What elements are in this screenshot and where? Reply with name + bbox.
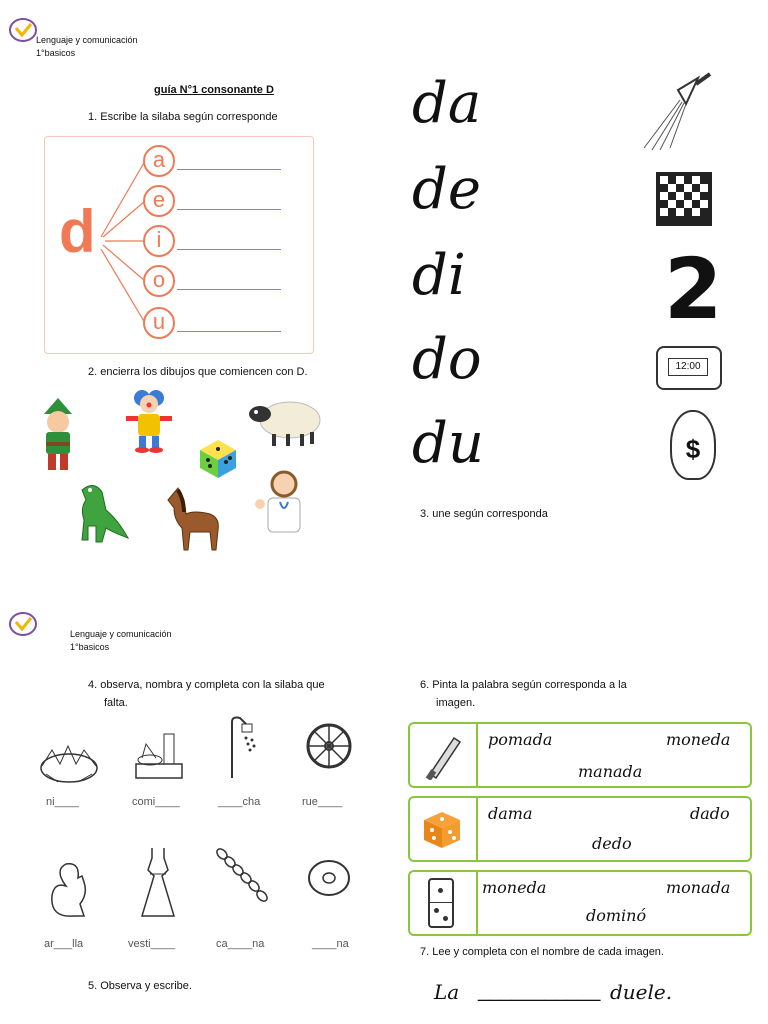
word-box-3-picture: [410, 872, 478, 934]
vowel-i: i: [143, 225, 175, 257]
chessboard-icon: [656, 172, 712, 226]
alarm-clock-icon: [656, 346, 722, 390]
syllable-diagram: [44, 136, 314, 354]
q4-label-1[interactable]: ni____: [46, 796, 80, 808]
syllable-da: da: [412, 71, 482, 136]
dice-icon: [196, 436, 240, 480]
squirrel-icon: [44, 860, 92, 920]
food-tray-icon: [132, 728, 186, 784]
money-symbol: $: [685, 434, 701, 464]
grade-label-2: 1°basicos: [70, 642, 110, 652]
q4-label-3[interactable]: ____cha: [218, 796, 261, 808]
question-6-line1: 6. Pinta la palabra según corresponda a la: [420, 679, 627, 691]
word-moneda-1[interactable]: moneda: [666, 730, 731, 749]
question-5: 5. Observa y escribe.: [88, 980, 192, 992]
number-two: 2: [664, 240, 723, 338]
word-box-1: [408, 722, 752, 788]
chain-icon: [214, 846, 270, 912]
vowel-u: u: [143, 307, 175, 339]
word-box-3: [408, 870, 752, 936]
question-3: 3. une según corresponda: [420, 508, 548, 520]
vowel-o: o: [143, 265, 175, 297]
elf-icon: [38, 398, 78, 474]
grade-label: 1°basicos: [36, 48, 76, 58]
subject-label-2: Lenguaje y comunicación: [70, 629, 172, 639]
sheep-icon: [246, 396, 324, 448]
sentence-1-start: La: [434, 980, 460, 1004]
consonant-letter: d: [59, 198, 96, 265]
sentence-1-blank[interactable]: ___________: [478, 980, 601, 1002]
worksheet-title: guía N°1 consonante D: [154, 84, 274, 96]
school-logo-icon-2: [8, 610, 38, 638]
doctor-icon: [252, 468, 308, 534]
clown-icon: [124, 388, 174, 454]
word-dama[interactable]: dama: [488, 804, 533, 823]
dress-icon: [140, 846, 176, 918]
word-dedo[interactable]: dedo: [592, 834, 632, 853]
shower-small-icon: [226, 714, 262, 780]
q4-label-7[interactable]: ca____na: [216, 938, 265, 950]
question-4-line1: 4. observa, nombra y completa con la silaba que: [88, 679, 325, 691]
q4-label-4[interactable]: rue____: [302, 796, 343, 808]
orange-dice-icon: [420, 808, 464, 850]
horse-icon: [160, 486, 224, 554]
syllable-do: do: [412, 327, 482, 392]
word-dado[interactable]: dado: [690, 804, 730, 823]
subject-label: Lenguaje y comunicación: [36, 35, 138, 45]
dinosaur-icon: [72, 480, 132, 544]
wheel-icon: [306, 716, 352, 778]
school-logo-icon: [8, 16, 38, 44]
q4-label-5[interactable]: ar___lla: [44, 938, 84, 950]
domino-icon: [428, 878, 454, 928]
answer-line-u[interactable]: [177, 331, 281, 332]
money-bag-icon: [670, 410, 716, 480]
word-monada[interactable]: monada: [666, 878, 731, 897]
answer-line-i[interactable]: [177, 249, 281, 250]
syllable-di: di: [412, 243, 466, 308]
q4-label-2[interactable]: comi____: [132, 796, 180, 808]
word-box-1-picture: [410, 724, 478, 786]
syllable-de: de: [412, 157, 481, 222]
clock-display: 12:00: [668, 358, 708, 376]
vowel-a: a: [143, 145, 175, 177]
word-pomada[interactable]: pomada: [488, 730, 553, 749]
word-box-2-picture: [410, 798, 478, 860]
answer-line-a[interactable]: [177, 169, 281, 170]
question-4-line2: falta.: [104, 697, 128, 709]
ointment-tube-icon: [424, 730, 464, 780]
question-2: 2. encierra los dibujos que comiencen con D.: [88, 366, 308, 378]
question-1: 1. Escribe la silaba según corresponde: [88, 111, 278, 123]
question-6-line2: imagen.: [436, 697, 476, 709]
word-manada[interactable]: manada: [578, 762, 643, 781]
q4-label-6[interactable]: vesti____: [128, 938, 176, 950]
nest-icon: [38, 738, 100, 786]
sentence-1-end: duele.: [610, 980, 673, 1004]
answer-line-o[interactable]: [177, 289, 281, 290]
answer-line-e[interactable]: [177, 209, 281, 210]
word-box-2: [408, 796, 752, 862]
word-domino[interactable]: dominó: [586, 906, 647, 925]
q4-label-8[interactable]: ____na: [312, 938, 349, 950]
question-7: 7. Lee y completa con el nombre de cada imagen.: [420, 946, 664, 958]
shower-icon: [640, 70, 716, 152]
donut-icon: [306, 858, 352, 898]
syllable-du: du: [412, 411, 484, 476]
vowel-e: e: [143, 185, 175, 217]
word-moneda-2[interactable]: moneda: [482, 878, 547, 897]
